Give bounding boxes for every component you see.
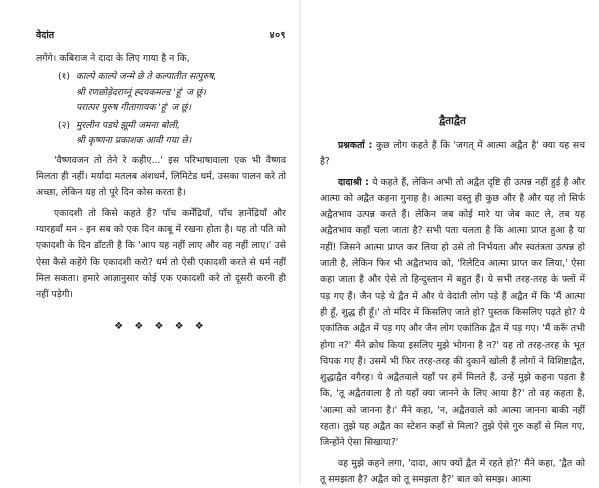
verse-line: काल्पे काल्पे जन्मे छे ते कल्पातीत सत्पुरुष, [76, 71, 217, 83]
section-title: द्वैताद्वैत [439, 115, 466, 127]
verse-line: परात्पर पुरुष गीतागायक 'हूं' ज छूं। [76, 102, 191, 114]
opening-line: लगेंगे। कबिराज ने दादा के लिए गाया है न कि, [36, 53, 190, 64]
page-number: ४०९ [269, 30, 286, 41]
answer-paragraph [320, 175, 585, 452]
running-head [36, 28, 286, 41]
section-ornament: ❖ ❖ ❖ ❖ ❖ [114, 321, 208, 333]
verse-number: (२) [58, 119, 70, 131]
questioner-label: प्रश्नकर्ता : [338, 140, 373, 151]
speaker-label: दादाश्री : [338, 176, 369, 188]
right-page [300, 0, 599, 484]
question-paragraph [320, 138, 585, 171]
question-text: कुछ लोग कहते हैं कि 'जगत् में आत्मा अद्वैत है' क्या यह सच है? [320, 140, 585, 168]
verse-number: (१) [58, 71, 70, 83]
paragraph: एकादशी तो किसे कहते हैं? पाँच कर्मेंद्रियाँ, पाँच ज्ञानेंद्रियाँ और ग्यारहवाँ मन - इन सब को एक दिन काबू में रखना होता है। यह तो पति को एकादशी के दिन डाँटती है कि 'आप यह नहीं लाए और वह नहीं लाए।' उसे ऐसा कैसे कहेंगे कि एकादशी करो? धर्म तो ऐसी एकादशी करते से धर्म नहीं मिल सकता। हमारे आज्ञानुसार कोई एक एकादशी करे तो दूसरी करनी ही नहीं पड़ेगी। [36, 207, 286, 301]
verse-line: श्री कृष्णना प्रकाशक आवी गया छे। [76, 135, 192, 147]
verse-line: श्री रणछोड़ेदराय्नूं ह्दयकमल्ड 'हूं' ज छूं। [76, 86, 206, 98]
verse-1 [36, 69, 286, 116]
verse-2 [36, 118, 286, 149]
verse-line: मुरलीन पडघे झूमी जमना बोली, [76, 119, 180, 131]
answer-text: ये कहते हैं, लेकिन अभी तो अद्वैत दृष्टि ही उत्पन्न नहीं हुई है और आत्मा को अद्वैत कहना गुनाह है। आत्मा वस्तु ही कुछ और है और यह तो सिर्फ अद्वैतभाव उत्पन्न करते हैं। लेकिन जब कोई मारे या जेब काट ले, तब यह अद्वैतभाव कहाँ चला जाता है? सभी पता चलता है कि आत्मा प्राप्त हुआ है या नहीं! जिसने आत्मा प्राप्त कर लिया हो उसे तो निर्भयता और स्वतंत्रता उत्पन्न हो जाती है, लेकिन फिर भी अद्वैतभाव को, 'रिलेटिव आत्मा प्राप्त कर लिया,' ऐसा कहा जाता है और ऐसे तो हिन्दुस्तान में बहुत हैं। ये सभी तरह-तरह के फ्लों में पड़ गए हैं। जैन पड़े थे द्वैत में और ये वेदांती लोग पड़े हैं अद्वैत में कि 'मैं आत्मा ही हूँ, शुद्ध ही हूँ।' तो मंदिर में किसलिए जाते हो? पुस्तक किसलिए पढ़ते हो? ये एकांतिक अद्वैत में पड़ गए और जैन लोग एकांतिक द्वैत में पड़ गए। 'मैं करूँ तभी होगा न?' मैंने क्रोध किया इसलिए मुझे भोगना है न?' यह तो तरह-तरह के भूत चिपक गए हैं। उसमें भी फिर तरह-तरह की दुकानें खोली हैं लोगों ने विशिष्टाद्वैत, शुद्धाद्वैत वगैरह। ये अद्वैतवाले यहाँ पर हमें मिलते हैं, उन्हें मुझे कहना पड़ता है कि, 'तू अद्वैतवाला है तो यहाँ क्या जानने के लिए आया है?' तो वह कहता है, 'आत्मा को जानना है।' मैंने कहा, 'न, अद्वैतवाले को आत्मा जानना बाकी नहीं रहता। तुझे यह अद्वैत का स्टेशन कहाँ से मिला? तुझे ऐसे गुरु कहाँ से मिल गए, जिन्होंने ऐसा सिखाया?' [320, 176, 585, 449]
paragraph: 'वैष्णवजन तो तेने रे कहीए...' इस परिभाषावाला एक भी वैष्णव मिलता ही नहीं। मर्यादा मतलब अंशधर्म, लिमिटेड धर्म, उसका पालन करे तो अच्छा, लेकिन यह तो पूरे दिन कोस करता है। [36, 154, 286, 199]
running-title: वेदांत [36, 30, 55, 41]
paragraph: वह मुझे कहने लगा, 'दादा, आप क्यों द्वैत में रहते हो?' मैंने कहा, 'द्वैत को तू समझता है? अद्वैत को तू समझता है?' बात को समझ। आत्मा [320, 457, 585, 485]
left-page [0, 0, 300, 484]
